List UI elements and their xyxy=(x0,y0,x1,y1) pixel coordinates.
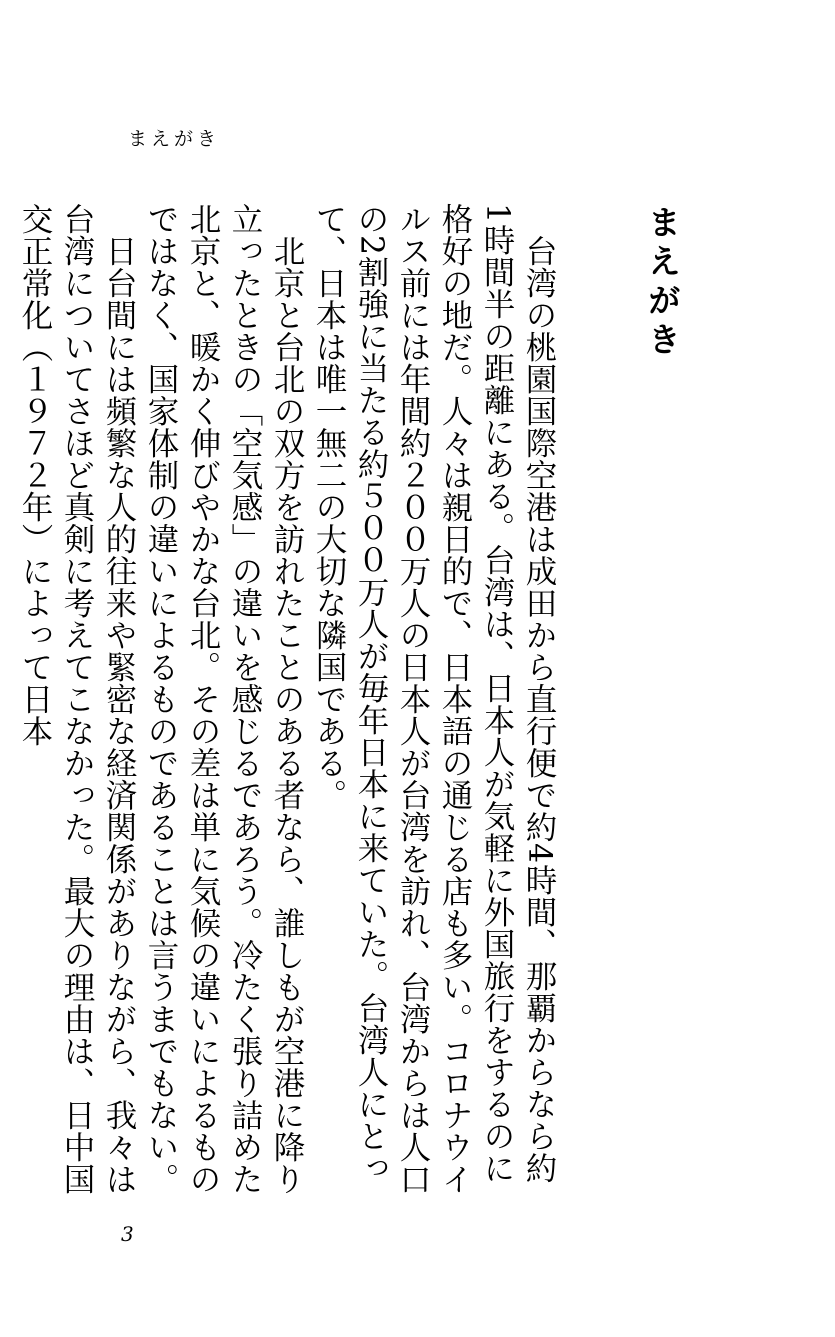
page-number: 3 xyxy=(121,1222,134,1246)
paragraph-3: 日台間には頻繁な人的往来や緊密な経済関係がありながら、我々は台湾についてさほど真剣に考えてこなかった。最大の理由は、日中国交正常化（１９７２年）によって日本 xyxy=(17,203,137,1195)
body-text xyxy=(17,203,560,1198)
running-header: まえがき xyxy=(128,128,221,150)
paragraph-2: 北京と台北の双方を訪れたことのある者なら、誰しもが空港に降り立ったときの「空気感」の違いを感じるであろう。冷たく張り詰めた北京と、暖かく伸びやかな台北。その差は単に気候の違いによるものではなく、国家体制の違いによるものであることは言うまでもない。 xyxy=(143,203,305,1195)
paragraph-1: 台湾の桃園国際空港は成田から直行便で約4時間、那覇からなら約1時間半の距離にある。台湾は、日本人が気軽に外国旅行をするのに格好の地だ。人々は親日的で、日本語の通じる店も多い。コロナウイルス前には年間約２００万人の日本人が台湾を訪れ、台湾からは人口の2割強に当たる約５００万人が毎年日本に来ていた。台湾人にとって、日本は唯一無二の大切な隣国である。 xyxy=(311,203,557,1195)
page-title: まえがき xyxy=(643,205,682,361)
